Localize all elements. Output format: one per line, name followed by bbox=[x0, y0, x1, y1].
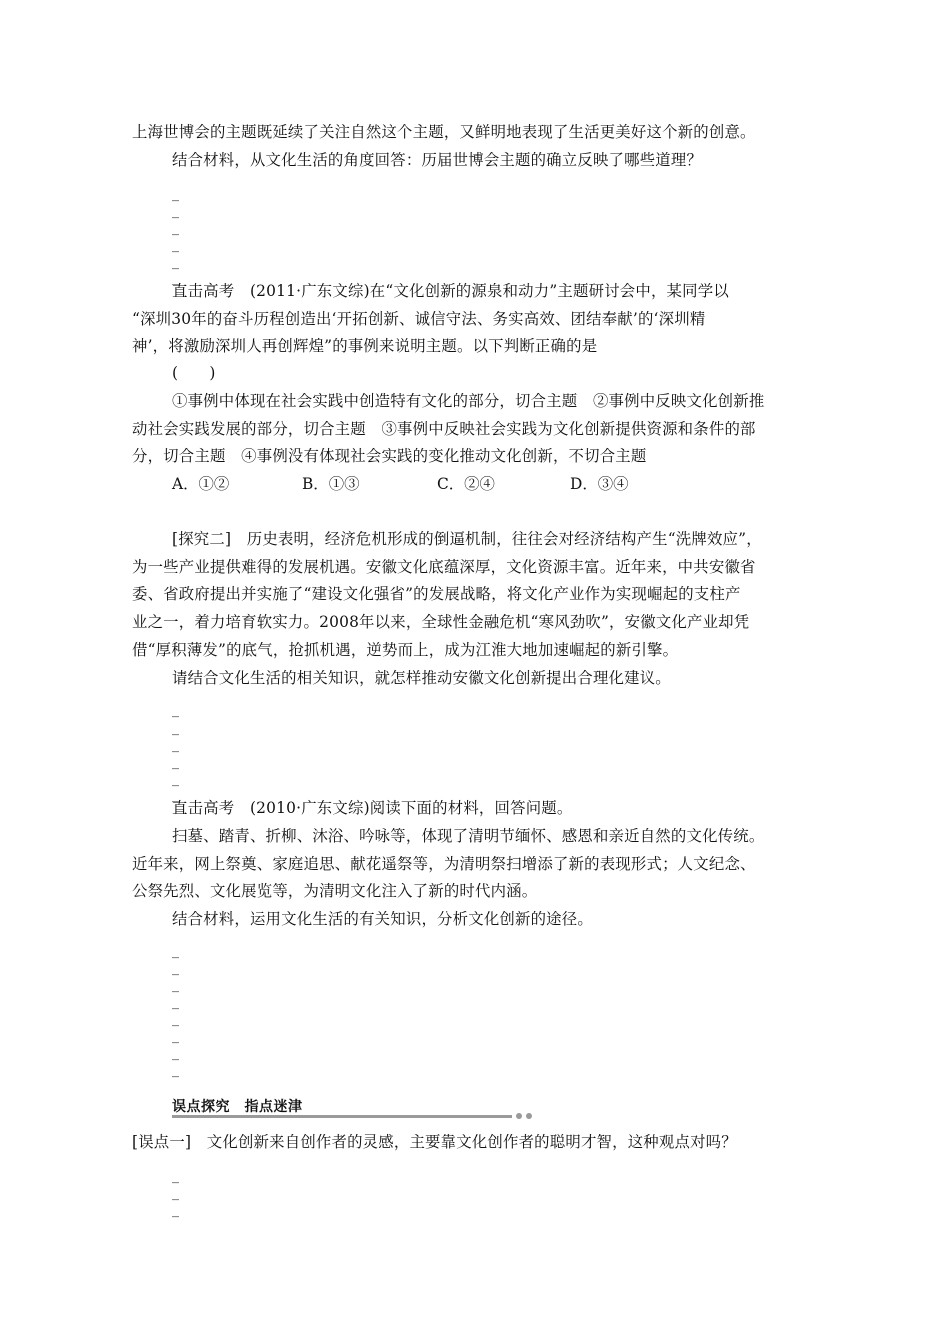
explore2-line-2: 为一些产业提供难得的发展机遇。安徽文化底蕴深厚，文化资源丰富。近年来，中共安徽省 bbox=[132, 558, 756, 576]
q3-question: 结合材料，运用文化生活的有关知识，分析文化创新的途径。 bbox=[172, 910, 593, 928]
answer-blank[interactable]: _ bbox=[172, 1062, 179, 1078]
answer-blank[interactable]: _ bbox=[172, 1168, 179, 1184]
divider-dot-icon bbox=[516, 1113, 522, 1119]
option-b[interactable]: B．①③ bbox=[302, 475, 360, 493]
section-heading: 误点探究 指点迷津 bbox=[172, 1099, 303, 1115]
explore2-line-4: 业之一，着力培育软实力。2008年以来，全球性金融危机“寒风劲吹”，安徽文化产业却凭 bbox=[132, 613, 750, 631]
answer-blank[interactable]: _ bbox=[172, 220, 179, 236]
q2-statement-1: ①事例中体现在社会实践中创造特有文化的部分，切合主题 ②事例中反映文化创新推 bbox=[172, 392, 765, 410]
answer-blank[interactable]: _ bbox=[172, 1045, 179, 1061]
divider-dot-icon bbox=[526, 1113, 532, 1119]
explore2-line-5: 借“厚积薄发”的底气，抢抓机遇，逆势而上，成为江淮大地加速崛起的新引擎。 bbox=[132, 641, 679, 659]
answer-blank[interactable]: _ bbox=[172, 1028, 179, 1044]
answer-blank[interactable]: _ bbox=[172, 1185, 179, 1201]
option-a[interactable]: A．①② bbox=[172, 475, 230, 493]
answer-blank[interactable]: _ bbox=[172, 737, 179, 753]
answer-blank[interactable]: _ bbox=[172, 720, 179, 736]
q3-material-1: 扫墓、踏青、折柳、沐浴、吟咏等，体现了清明节缅怀、感恩和亲近自然的文化传统。 bbox=[172, 827, 765, 845]
answer-blank[interactable]: _ bbox=[172, 702, 179, 718]
section-divider bbox=[172, 1115, 512, 1118]
error-point-1: [误点一] 文化创新来自创作者的灵感，主要靠文化创作者的聪明才智，这种观点对吗？ bbox=[132, 1133, 737, 1151]
explore2-line-3: 委、省政府提出并实施了“建设文化强省”的发展战略，将文化产业作为实现崛起的支柱产 bbox=[132, 585, 741, 603]
option-d[interactable]: D．③④ bbox=[570, 475, 629, 493]
answer-blank[interactable]: _ bbox=[172, 787, 179, 803]
answer-blank[interactable]: _ bbox=[172, 254, 179, 270]
q3-material-2: 近年来，网上祭奠、家庭追思、献花遥祭等，为清明祭扫增添了新的表现形式；人文纪念、 bbox=[132, 855, 756, 873]
q2-statement-2: 动社会实践发展的部分，切合主题 ③事例中反映社会实践为文化创新提供资源和条件的部 bbox=[132, 420, 756, 438]
q3-line-1: 直击高考 (2010·广东文综)阅读下面的材料，回答问题。 bbox=[172, 799, 573, 817]
answer-blank[interactable]: _ bbox=[172, 994, 179, 1010]
answer-blank[interactable]: _ bbox=[172, 754, 179, 770]
q3-material-3: 公祭先烈、文化展览等，为清明文化注入了新的时代内涵。 bbox=[132, 882, 538, 900]
q2-line-3: 神’，将激励深圳人再创辉煌”的事例来说明主题。以下判断正确的是 bbox=[132, 337, 598, 355]
answer-blank[interactable]: _ bbox=[172, 1011, 179, 1027]
answer-blank[interactable]: _ bbox=[172, 771, 179, 787]
answer-blank[interactable]: _ bbox=[172, 977, 179, 993]
q2-line-2: “深圳30年的奋斗历程创造出‘开拓创新、诚信守法、务实高效、团结奉献’的‘深圳精 bbox=[132, 310, 706, 328]
explore2-question: 请结合文化生活的相关知识，就怎样推动安徽文化创新提出合理化建议。 bbox=[172, 669, 671, 687]
answer-blank[interactable]: _ bbox=[172, 203, 179, 219]
q1-intro-line: 上海世博会的主题既延续了关注自然这个主题，又鲜明地表现了生活更美好这个新的创意。 bbox=[132, 123, 756, 141]
q2-line-1: 直击高考 (2011·广东文综)在“文化创新的源泉和动力”主题研讨会中，某同学以 bbox=[172, 282, 729, 300]
answer-blank[interactable]: _ bbox=[172, 237, 179, 253]
q2-answer-paren: ( ) bbox=[172, 364, 216, 382]
answer-blank[interactable]: _ bbox=[172, 186, 179, 202]
answer-blank[interactable]: _ bbox=[172, 1202, 179, 1218]
explore2-line-1: [探究二] 历史表明，经济危机形成的倒逼机制，往往会对经济结构产生“洗牌效应”， bbox=[172, 530, 762, 548]
answer-blank[interactable]: _ bbox=[172, 270, 179, 286]
answer-blank[interactable]: _ bbox=[172, 960, 179, 976]
option-c[interactable]: C．②④ bbox=[437, 475, 495, 493]
answer-blank[interactable]: _ bbox=[172, 943, 179, 959]
q1-question: 结合材料，从文化生活的角度回答：历届世博会主题的确立反映了哪些道理？ bbox=[172, 151, 703, 169]
q2-statement-3: 分，切合主题 ④事例没有体现社会实践的变化推动文化创新，不切合主题 bbox=[132, 447, 647, 465]
